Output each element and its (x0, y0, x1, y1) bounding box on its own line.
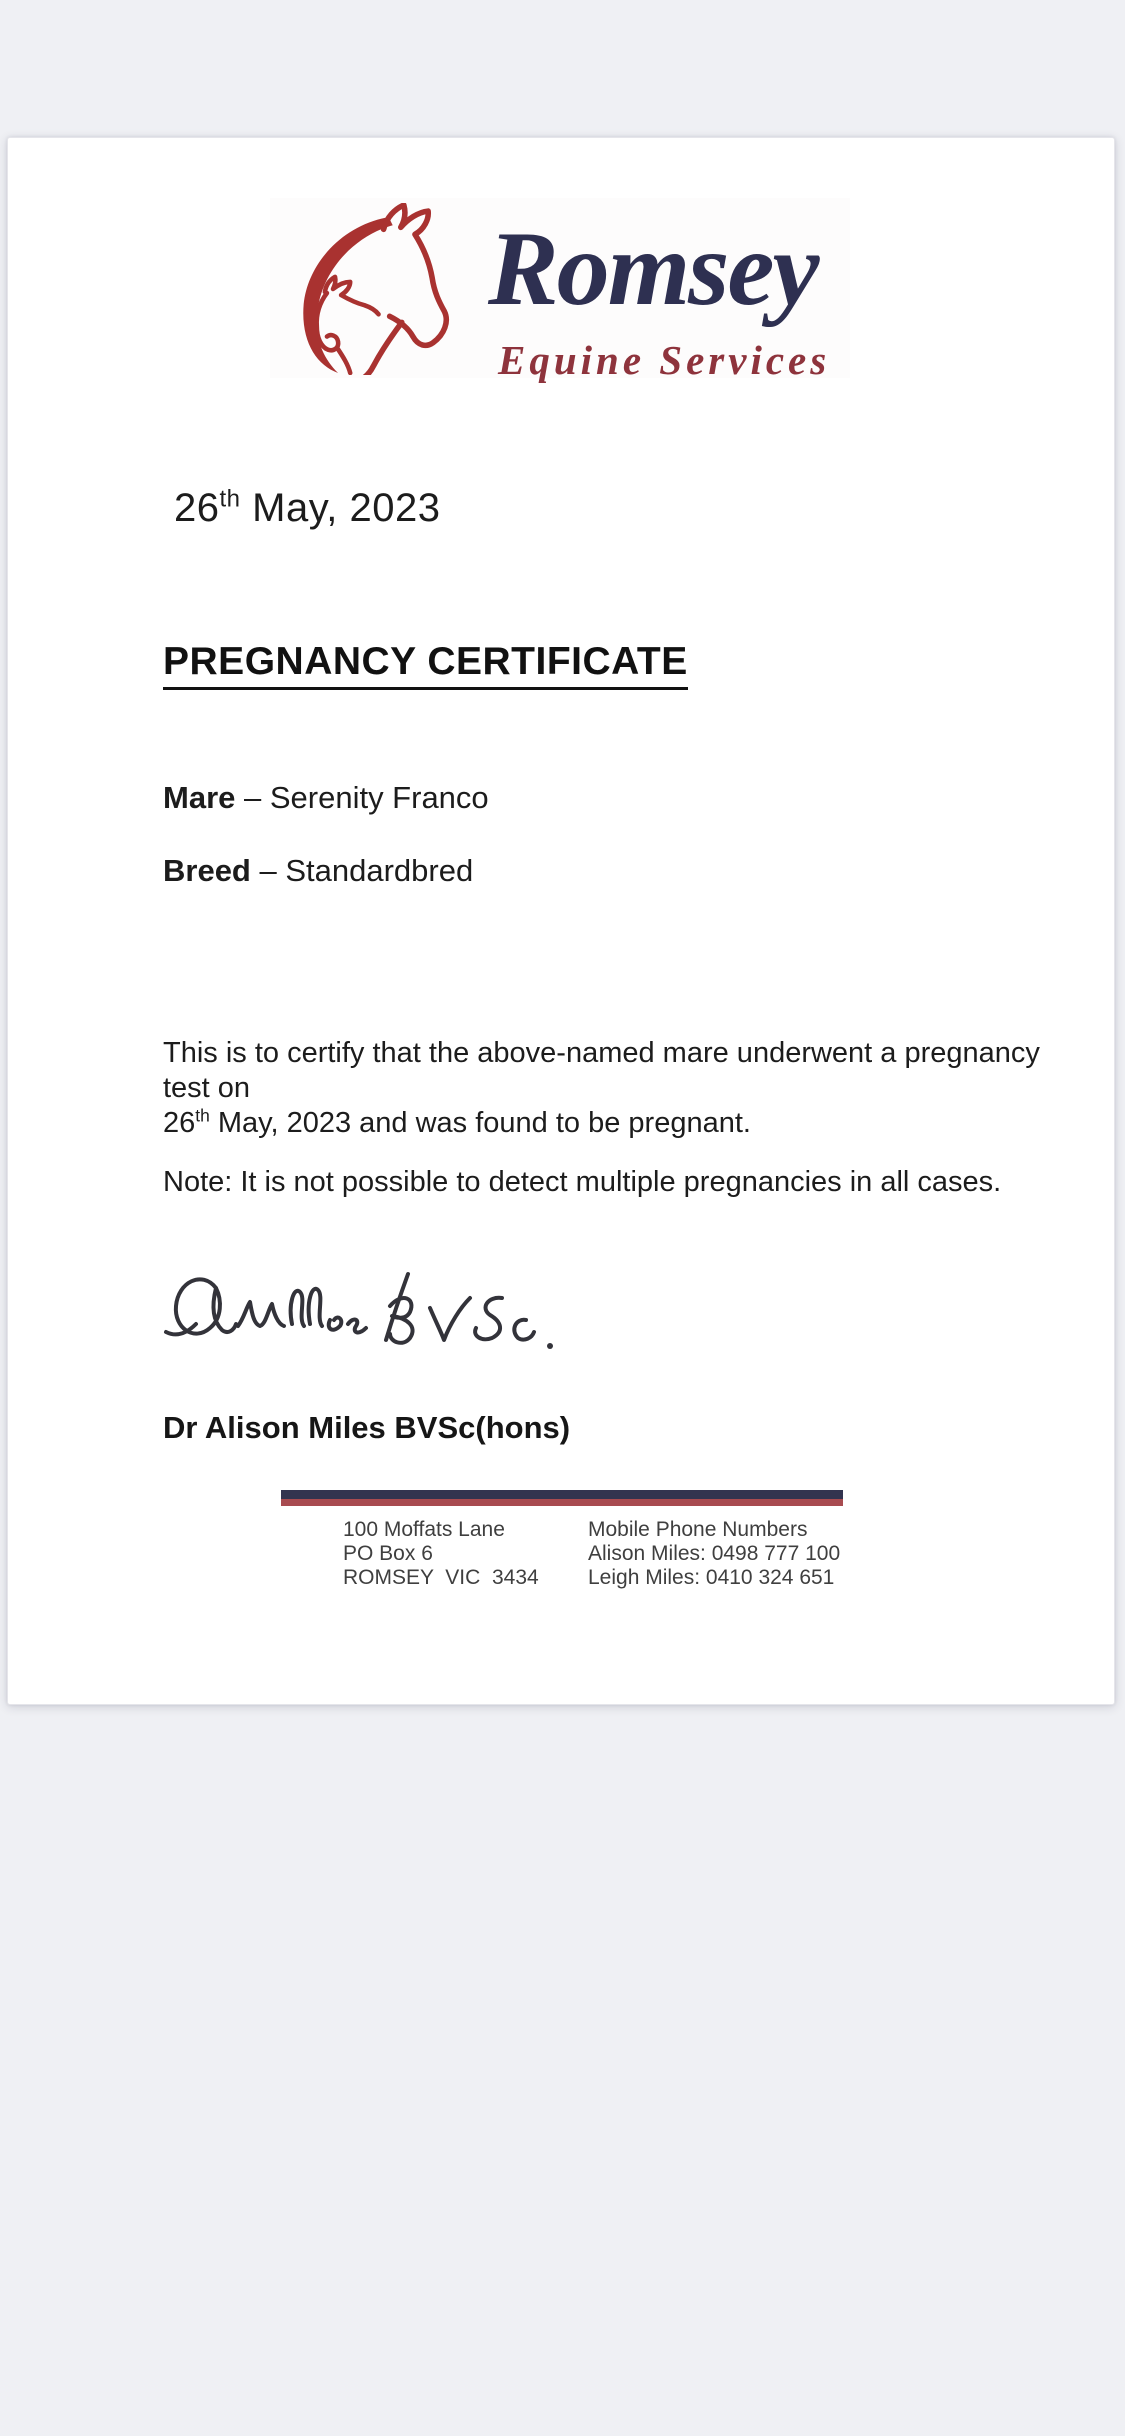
signatory-name: Dr Alison Miles BVSc(hons) (163, 1410, 571, 1445)
signature-image (158, 1258, 558, 1368)
phone-line: Alison Miles: 0498 777 100 (588, 1542, 841, 1565)
breed-field (163, 853, 473, 889)
mare-field (163, 780, 489, 816)
address-line: 100 Moffats Lane (343, 1518, 505, 1541)
breed-label: Breed (163, 853, 251, 888)
note-paragraph: Note: It is not possible to detect multiple pregnancies in all cases. (163, 1166, 1002, 1198)
certification-line-2 (163, 1106, 1043, 1141)
document-page (7, 137, 1115, 1705)
footer-bar-navy (281, 1490, 843, 1499)
logo-brand-text: Romsey (488, 210, 818, 327)
address-line: PO Box 6 (343, 1542, 433, 1565)
mare-label: Mare (163, 780, 236, 815)
logo-tagline-text: Equine Services (498, 337, 831, 383)
footer-phones (588, 1518, 840, 1590)
phone-line: Leigh Miles: 0410 324 651 (588, 1566, 835, 1589)
date-rest: May, 2023 (240, 486, 441, 530)
field-separator: – (235, 780, 270, 815)
certification-line-1: This is to certify that the above-named mare underwent a pregnancy test on (163, 1037, 1040, 1104)
body-rest: May, 2023 and was found to be pregnant. (209, 1107, 751, 1139)
mare-value: Serenity Franco (269, 780, 489, 815)
phone-heading: Mobile Phone Numbers (588, 1518, 808, 1541)
letter-date (174, 486, 440, 531)
clinic-logo (270, 198, 850, 383)
body-day: 26 (163, 1107, 196, 1139)
certificate-title: PREGNANCY CERTIFICATE (163, 640, 688, 690)
footer-divider-bar (281, 1490, 843, 1506)
address-line: ROMSEY VIC 3434 (343, 1566, 539, 1589)
horse-heads-icon (278, 203, 473, 375)
certification-paragraph (163, 1036, 1043, 1141)
date-ordinal: th (219, 485, 241, 513)
date-day: 26 (174, 486, 220, 530)
body-ordinal: th (195, 1105, 210, 1126)
footer-address (343, 1518, 539, 1590)
footer-bar-red (281, 1499, 843, 1506)
breed-value: Standardbred (285, 853, 474, 888)
field-separator: – (250, 853, 286, 888)
